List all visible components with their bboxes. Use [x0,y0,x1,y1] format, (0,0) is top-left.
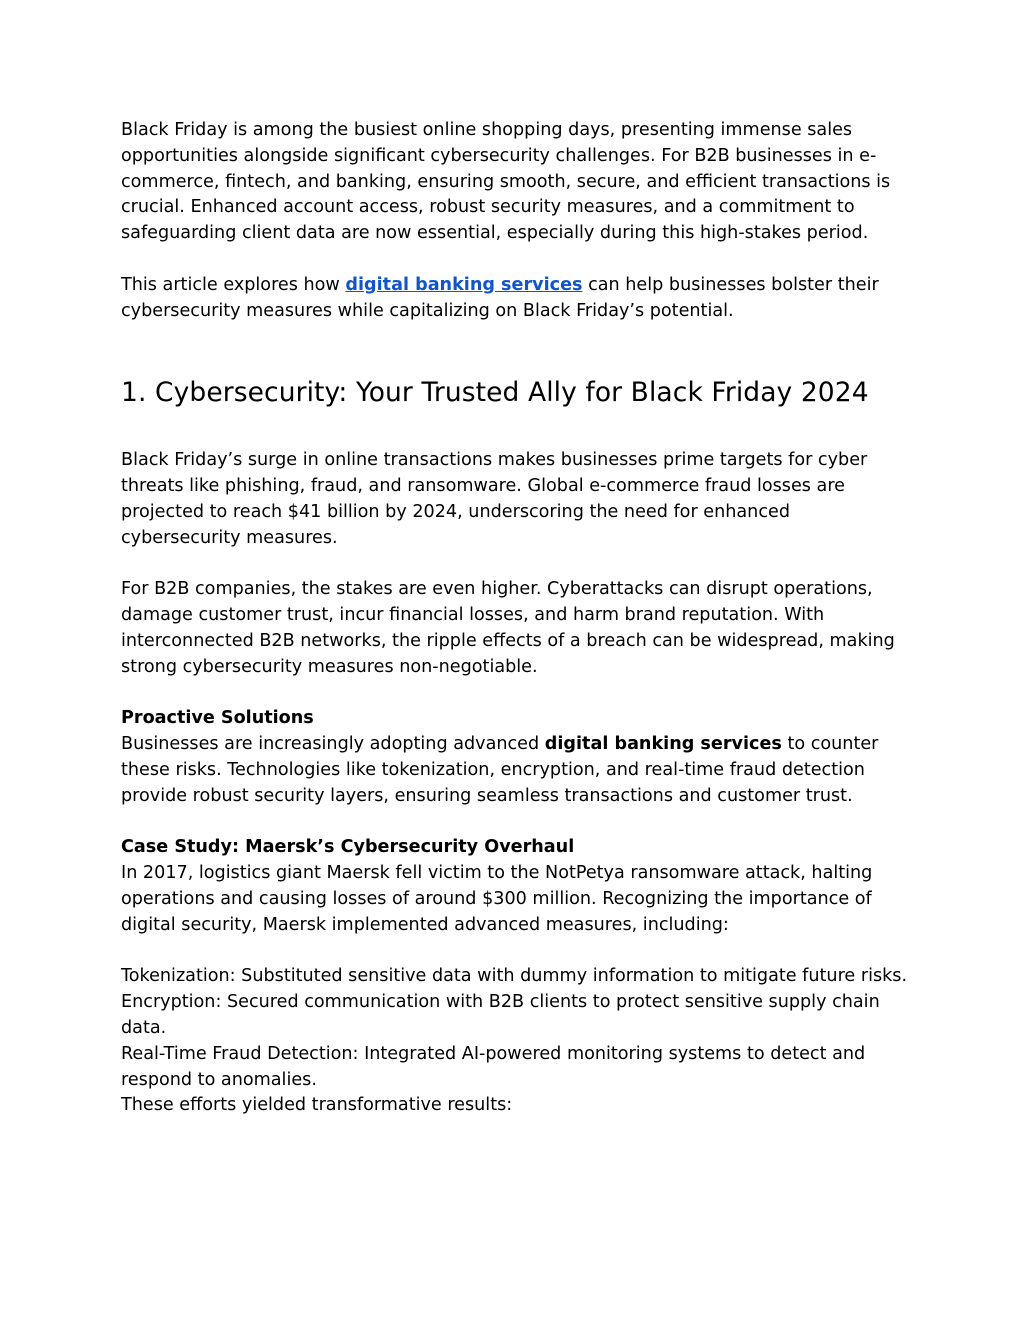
proactive-solutions-title: Proactive Solutions [121,708,314,729]
case-study-text: In 2017, logistics giant Maersk fell victim to the NotPetya ransomware attack, halting operations and causing losses of around $300 million. Recognizing the importance of digital security, Maersk implemented advanced measures, including: [121,863,873,935]
measure-encryption: Encryption: Secured communication with B2B clients to protect sensitive supply chain data. [121,992,880,1038]
proactive-text-before: Businesses are increasingly adopting advanced [121,734,545,755]
measure-fraud-detection: Real-Time Fraud Detection: Integrated AI-powered monitoring systems to detect and respond to anomalies. [121,1043,866,1090]
proactive-text-after: to counter these risks. Technologies like tokenization, encryption, and real-time fraud detection provide robust security layers, ensuring seamless transactions and customer trust. [121,734,879,806]
case-study-title: Case Study: Maersk’s Cybersecurity Overhaul [121,837,575,858]
threats-paragraph: Black Friday’s surge in online transactions makes businesses prime targets for cyber threats like phishing, fraud, and ransomware. Global e-commerce fraud losses are projected to reach $41 billion by 2024, underscoring the need for enhanced cybersecurity measures. [121,450,868,548]
digital-banking-services-link[interactable]: digital banking services [345,274,583,295]
intro-paragraph: Black Friday is among the busiest online shopping days, presenting immense sales opportunities alongside significant cybersecurity challenges. For B2B businesses in e-commerce, fintech, and banking, ensuring smooth, secure, and efficient transactions is crucial. Enhanced account access, robust security measures, and a commitment to safeguarding client data are now essential, especially during this high-stakes period. [121,120,891,244]
section-heading: 1. Cybersecurity: Your Trusted Ally for Black Friday 2024 [121,377,869,409]
results-intro: These efforts yielded transformative results: [121,1095,513,1116]
intro-text-before-link: This article explores how [121,274,346,295]
measure-tokenization: Tokenization: Substituted sensitive data with dummy information to mitigate future risks. [121,966,908,987]
b2b-stakes-paragraph: For B2B companies, the stakes are even higher. Cyberattacks can disrupt operations, damage customer trust, incur financial losses, and harm brand reputation. With interconnected B2B networks, the ripple effects of a breach can be widespread, making strong cybersecurity measures non-negotiable. [121,579,895,677]
proactive-bold-term: digital banking services [544,734,782,755]
intro-text-after-link: can help businesses bolster their cybersecurity measures while capitalizing on Black Friday’s potential. [121,274,879,321]
intro-link-paragraph [121,273,914,325]
proactive-solutions-text [121,732,914,809]
